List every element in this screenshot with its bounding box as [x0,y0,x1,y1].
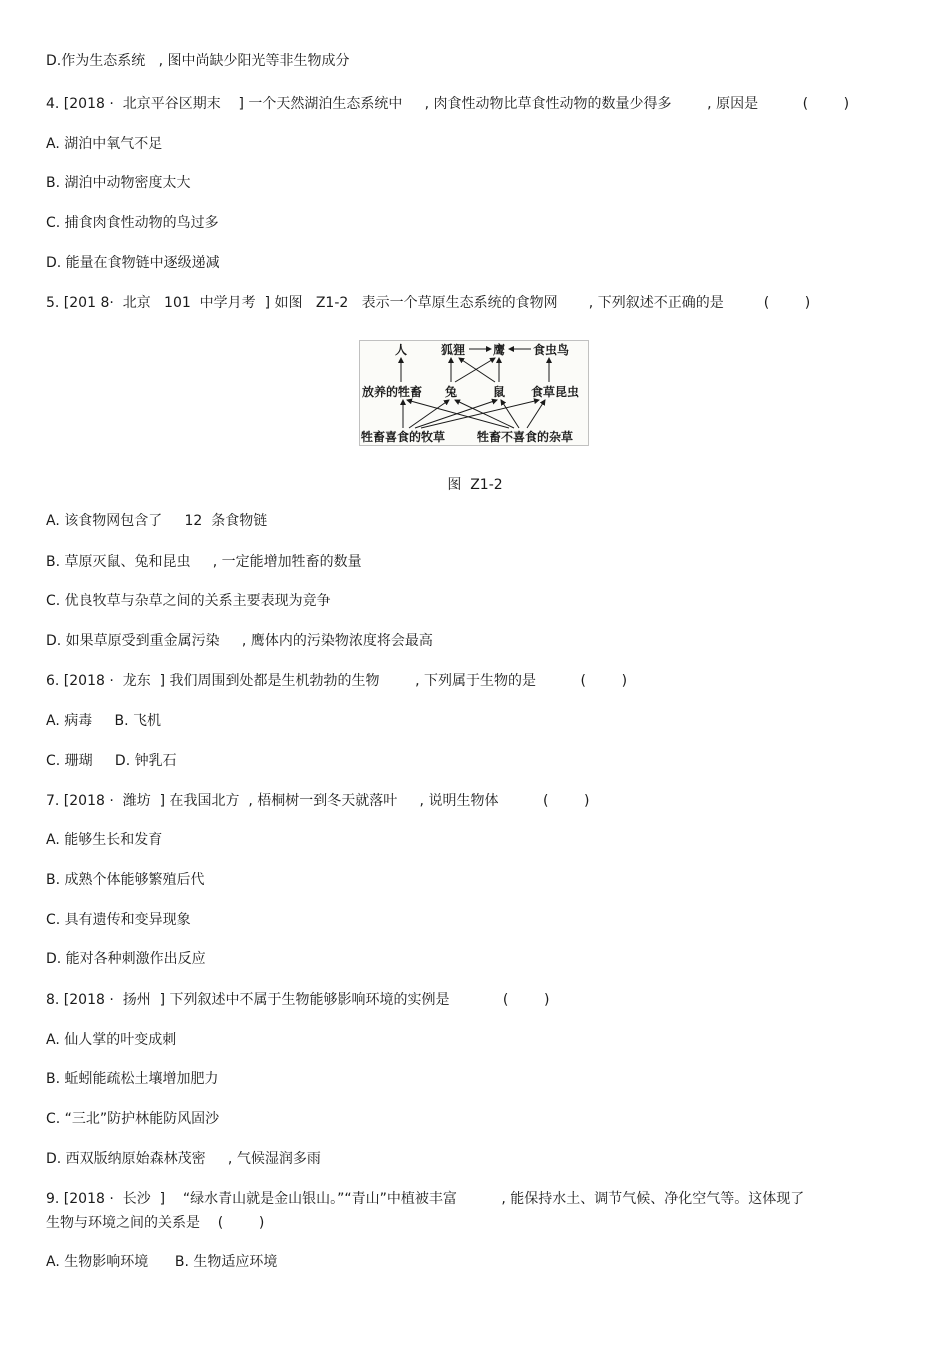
text-line: B. 成熟个体能够繁殖后代 [46,872,205,888]
text-line: D. 如果草原受到重金属污染 , 鹰体内的污染物浓度将会最高 [46,633,433,649]
text-line: 6. [2018 · 龙东 ] 我们周围到处都是生机勃勃的生物 , 下列属于生物的是 ( ) [46,673,628,689]
text-line: 5. [201 8· 北京 101 中学月考 ] 如图 Z1-2 表示一个草原生态系统的食物网 , 下列叙述不正确的是 ( ) [46,295,811,311]
node-insect-bird: 食虫鸟 [533,343,570,357]
text-line: 4. [2018 · 北京平谷区期末 ] 一个天然湖泊生态系统中 , 肉食性动物比草食性动物的数量少得多 , 原因是 ( ) [46,96,850,112]
node-livestock: 放养的牲畜 [362,385,423,399]
text-line: B. 湖泊中动物密度太大 [46,175,191,191]
text-line: D.作为生态系统 , 图中尚缺少阳光等非生物成分 [46,53,350,69]
node-human: 人 [395,343,408,357]
food-web-diagram [359,340,589,446]
text-line: A. 能够生长和发育 [46,832,163,848]
figure-caption: 图 Z1-2 [447,477,503,493]
text-line: D. 能对各种刺激作出反应 [46,951,206,967]
text-line: B. 蚯蚓能疏松土壤增加肥力 [46,1071,219,1087]
text-line: 9. [2018 · 长沙 ] “绿水青山就是金山银山。”“青山”中植被丰富 , 能保持水土、调节气候、净化空气等。这体现了 [46,1191,805,1207]
node-fox: 狐狸 [441,343,466,357]
text-line: D. 西双版纳原始森林茂密 , 气候湿润多雨 [46,1151,321,1167]
text-line: D. 能量在食物链中逐级递减 [46,255,220,271]
node-rabbit: 兔 [445,385,458,399]
text-line: 生物与环境之间的关系是 ( ) [46,1215,265,1231]
text-line: 7. [2018 · 潍坊 ] 在我国北方 , 梧桐树一到冬天就落叶 , 说明生物体 ( ) [46,793,590,809]
text-line: C. 具有遗传和变异现象 [46,912,191,928]
node-mouse: 鼠 [493,385,506,399]
text-line: C. 捕食肉食性动物的鸟过多 [46,215,219,231]
node-preferred-grass: 牲畜喜食的牧草 [361,430,446,444]
text-line: 8. [2018 · 扬州 ] 下列叙述中不属于生物能够影响环境的实例是 ( ) [46,992,550,1008]
food-web-figure [359,340,589,446]
node-herbivore-insect: 食草昆虫 [531,385,580,399]
text-line: A. 湖泊中氧气不足 [46,136,163,152]
text-line: C. 优良牧草与杂草之间的关系主要表现为竞争 [46,593,331,609]
node-eagle: 鹰 [493,343,506,357]
text-line: A. 生物影响环境 B. 生物适应环境 [46,1254,278,1270]
text-line: A. 该食物网包含了 12 条食物链 [46,513,268,529]
text-line: C. 珊瑚 D. 钟乳石 [46,753,177,769]
text-line: A. 病毒 B. 飞机 [46,713,161,729]
text-line: C. “三北”防护林能防风固沙 [46,1111,220,1127]
node-weeds: 牲畜不喜食的杂草 [477,430,574,444]
text-line: B. 草原灭鼠、兔和昆虫 , 一定能增加牲畜的数量 [46,554,362,570]
text-line: A. 仙人掌的叶变成刺 [46,1032,177,1048]
